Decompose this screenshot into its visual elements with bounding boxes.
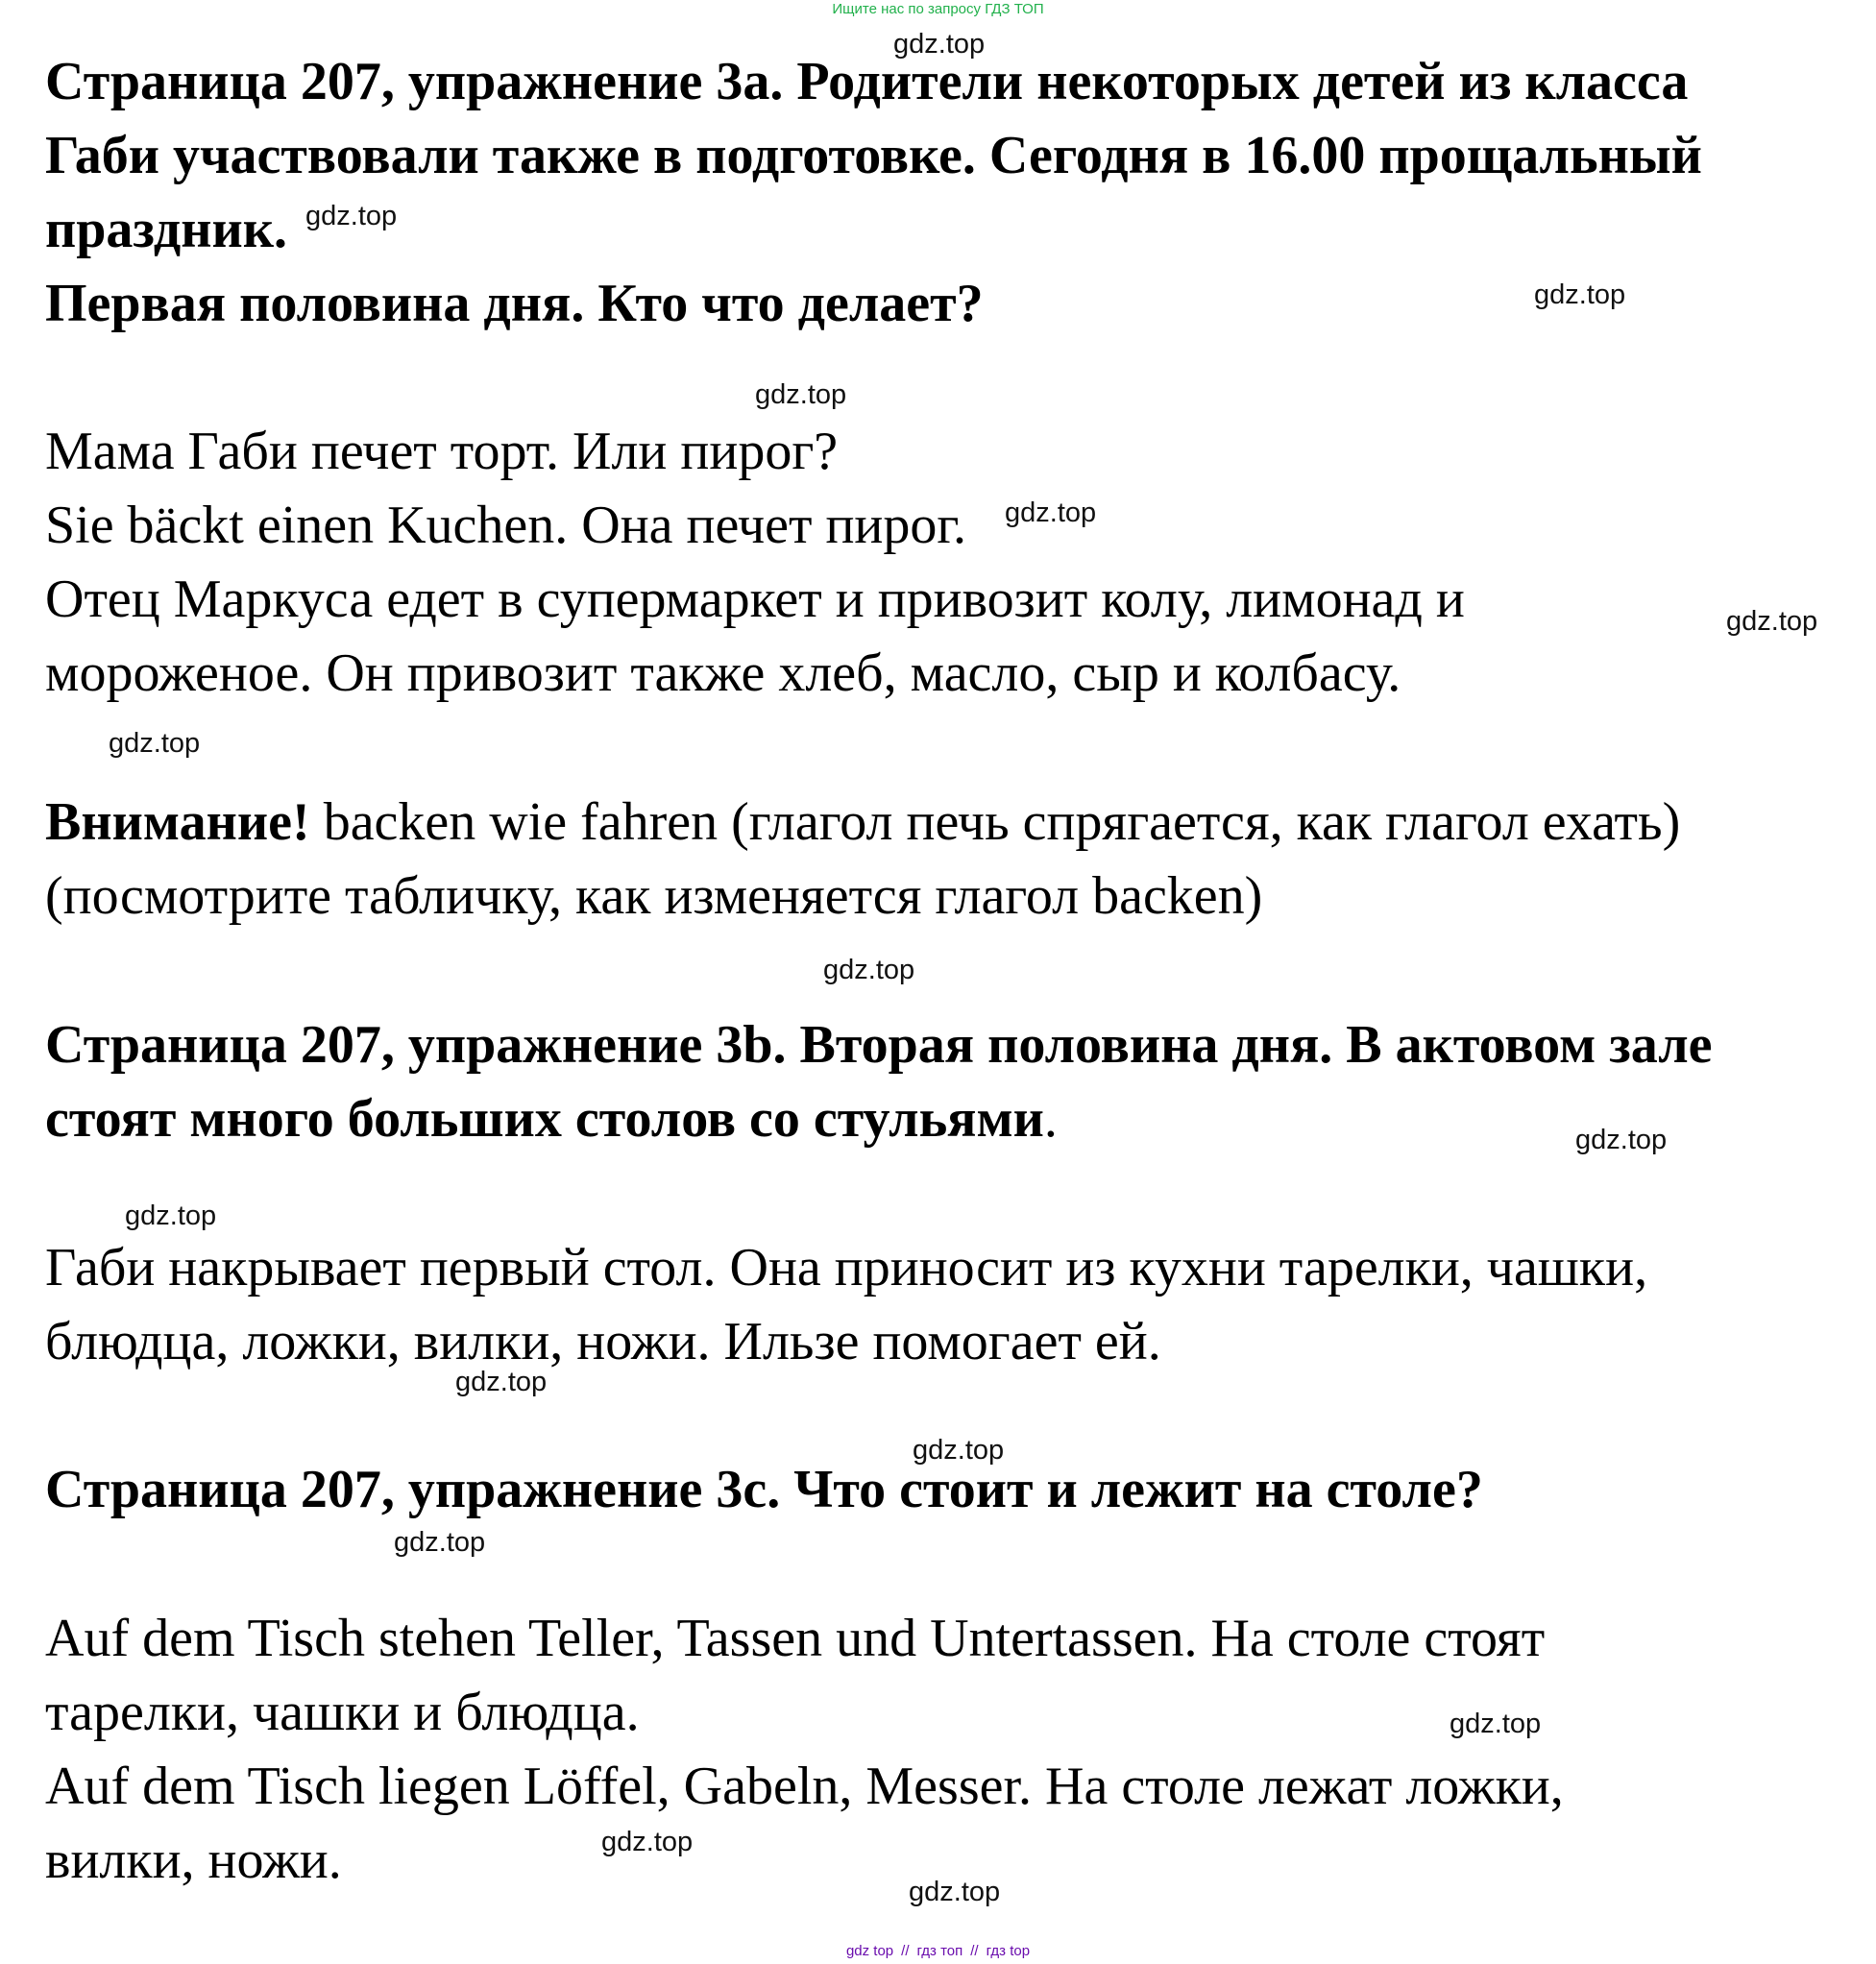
ex3a-body-line-4: мороженое. Он привозит также хлеб, масло, сыр и колбасу. [45,643,1401,703]
ex3a-body-line-2: Sie bäckt einen Kuchen. Она печет пирог. [45,496,967,555]
ex3a-heading-line-2: Габи участвовали также в подготовке. Сегодня в 16.00 прощальный [45,126,1702,185]
attention-label: Внимание! [45,792,310,852]
ex3b-heading-line-2-period: . [1043,1089,1058,1149]
footer-link-1[interactable]: gdz top [845,1943,894,1959]
ex3b-body-line-2: блюдца, ложки, вилки, ножи. Ильзе помогает ей. [45,1312,1161,1371]
watermark: gdz.top [909,1877,1001,1907]
attention-rest: backen wie fahren (глагол печь спрягается, как глагол ехать) [309,792,1681,852]
ex3c-body-line-1: Auf dem Tisch stehen Teller, Tassen und Untertassen. На столе стоят [45,1609,1546,1668]
footer-separator: // [970,1943,979,1959]
footer-link-2[interactable]: гдз топ [916,1943,963,1959]
watermark: gdz.top [755,379,847,410]
ex3a-heading-line-3: праздник. [45,200,288,259]
watermark: gdz.top [601,1827,694,1857]
ex3c-body-line-3: Auf dem Tisch liegen Löffel, Gabeln, Messer. На столе лежат ложки, [45,1757,1564,1816]
footer-link-3[interactable]: гдз top [986,1943,1031,1959]
watermark: gdz.top [1005,497,1097,528]
watermark: gdz.top [1575,1125,1668,1155]
footer-separator: // [901,1943,910,1959]
ex3b-heading-line-1: Страница 207, упражнение 3b. Вторая половина дня. В актовом зале [45,1015,1713,1075]
watermark: gdz.top [455,1367,548,1397]
watermark: gdz.top [394,1527,486,1558]
ex3c-body-line-4: вилки, ножи. [45,1831,342,1890]
watermark: gdz.top [109,728,201,759]
ex3b-body-line-1: Габи накрывает первый стол. Она приносит из кухни тарелки, чашки, [45,1238,1648,1297]
watermark: gdz.top [1726,606,1818,637]
ex3a-subheading: Первая половина дня. Кто что делает? [45,274,984,333]
ex3c-heading: Страница 207, упражнение 3с. Что стоит и лежит на столе? [45,1460,1483,1519]
ex3a-body-line-1: Мама Габи печет торт. Или пирог? [45,422,839,481]
ex3c-body-line-2: тарелки, чашки и блюдца. [45,1683,640,1742]
watermark: gdz.top [913,1435,1005,1466]
watermark: gdz.top [893,29,986,60]
attention-line-1 [45,786,1680,859]
watermark: gdz.top [823,955,915,985]
watermark: gdz.top [125,1200,217,1231]
ex3a-body-line-3: Отец Маркуса едет в супермаркет и привозит колу, лимонад и [45,570,1465,629]
watermark: gdz.top [1450,1709,1542,1739]
ex3b-heading-line-2 [45,1082,1058,1155]
ex3b-heading-line-2-text: стоят много больших столов со стульями [45,1089,1044,1149]
attention-line-2: (посмотрите табличку, как изменяется глагол backen) [45,866,1263,926]
footer-links [0,1942,1876,1961]
ex3a-heading-line-1: Страница 207, упражнение 3а. Родители некоторых детей из класса [45,52,1689,111]
watermark: gdz.top [305,201,398,231]
watermark: gdz.top [1534,279,1626,310]
top-banner[interactable]: Ищите нас по запросу ГДЗ ТОП [832,1,1044,17]
